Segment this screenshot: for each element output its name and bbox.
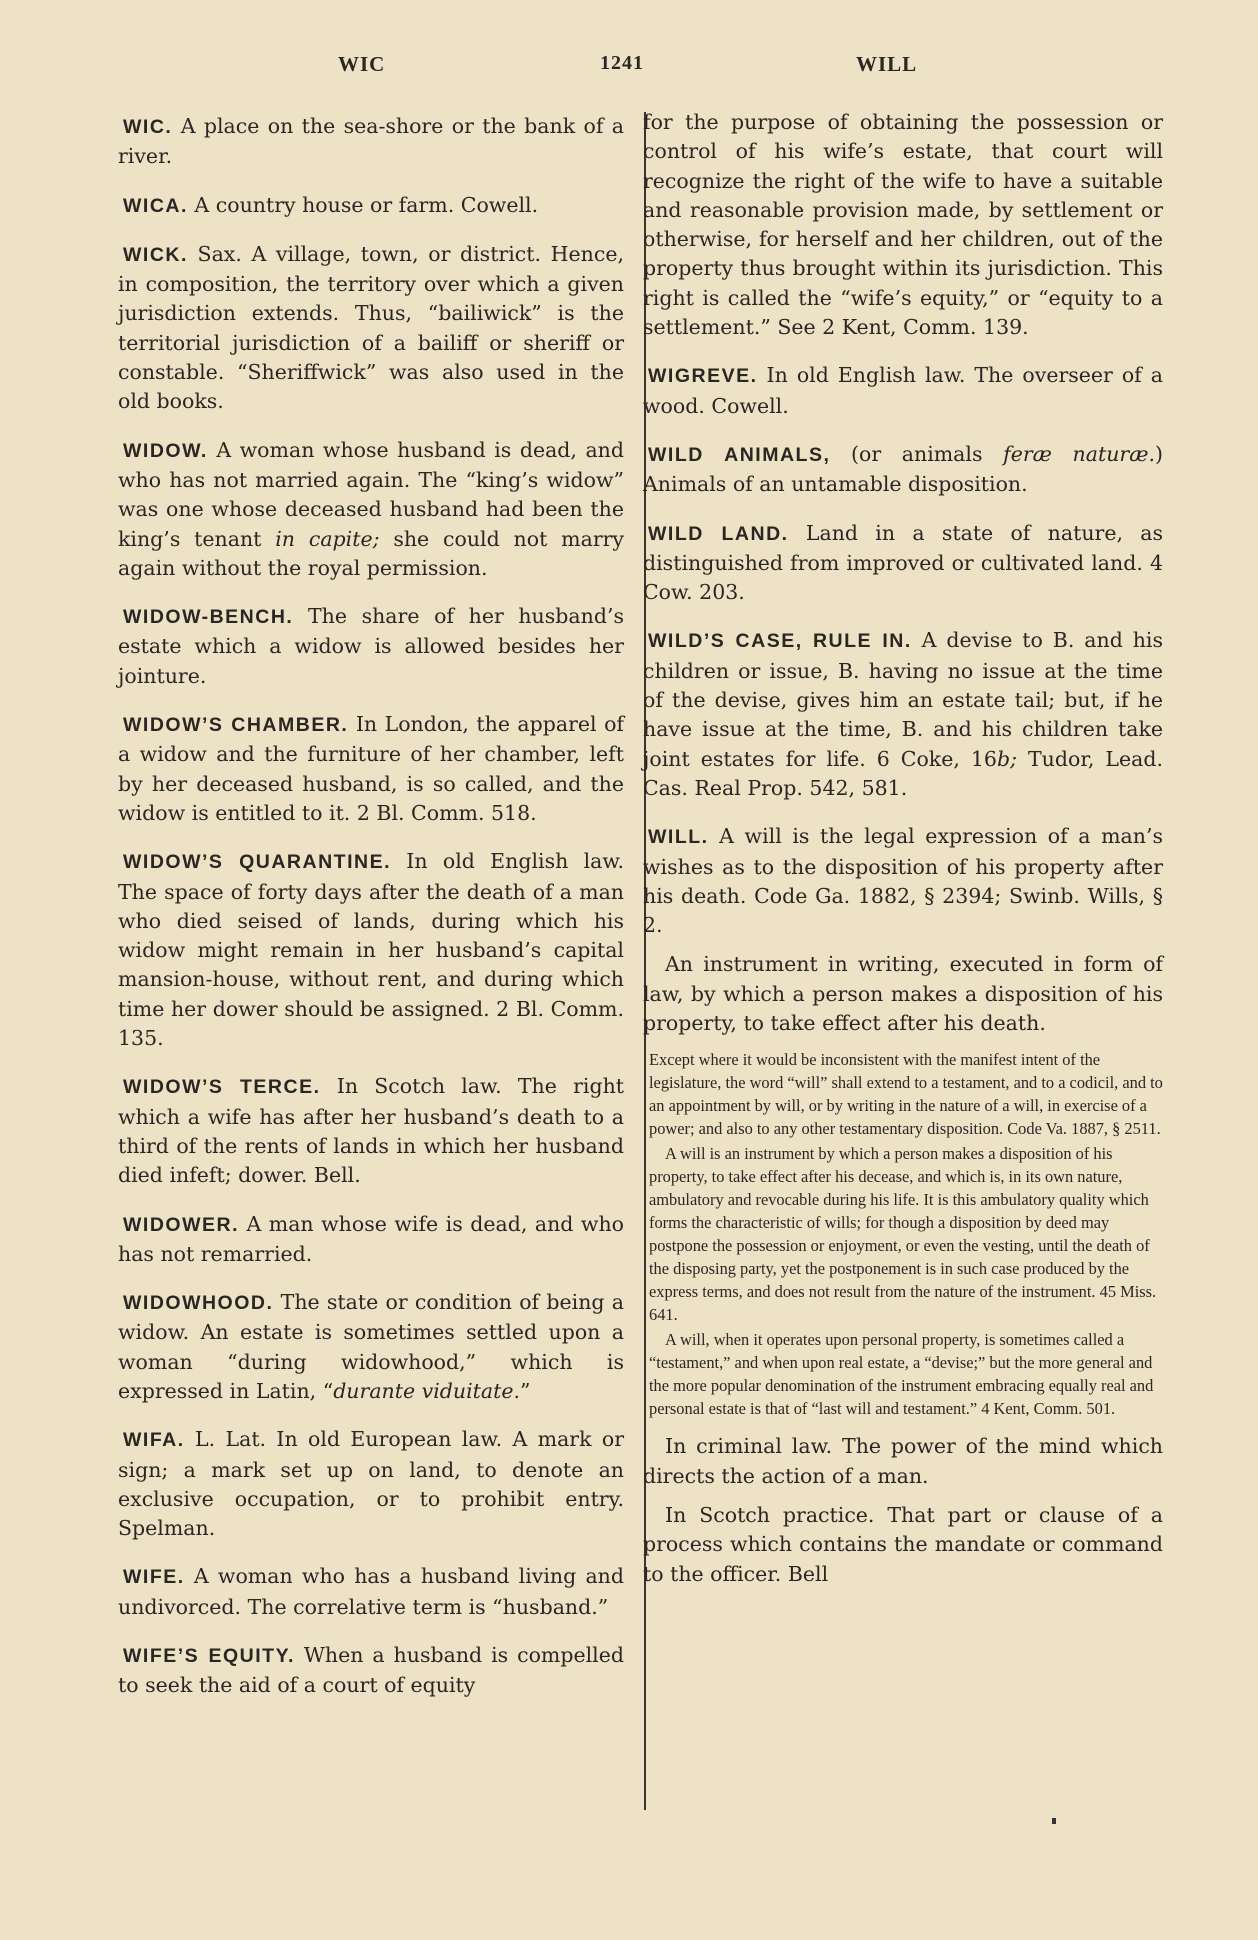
definition-text: ” <box>520 1378 531 1403</box>
definition-text: A woman who has a husband living and undivorced. The correlative term is “husband.” <box>118 1564 624 1619</box>
definition-text: The share of her husband’s estate which a widow is allowed besides her jointure. <box>118 604 624 688</box>
headword: WIDOWHOOD. <box>123 1292 274 1315</box>
dictionary-entry <box>643 361 1163 421</box>
definition-text: (or animals <box>830 441 1004 466</box>
headword: WIC. <box>123 116 173 138</box>
definition-text: In old English law. The space of forty days after the death of a man who died seised of lands, during which his widow might remain in her husband’s capital mansion-house, without rent, and during which time her dower should be assigned. 2 Bl. Comm. 135. <box>118 849 624 1051</box>
will-scotch-practice: In Scotch practice. That part or clause of a process which contains the mandate or command to the officer. Bell <box>643 1502 1163 1586</box>
headword: WILL. <box>648 826 709 849</box>
headword: WICK. <box>123 243 188 266</box>
dictionary-entry <box>643 626 1163 803</box>
headword: WILD’S CASE, RULE IN. <box>648 630 912 653</box>
dictionary-entry <box>643 519 1163 608</box>
dictionary-entry <box>118 1641 624 1701</box>
right-entries <box>643 361 1163 803</box>
definition-text: In London, the apparel of a widow and the furniture of her chamber, left by her deceased husband, is so called, and the widow is entitled to it. 2 Bl. Comm. 518. <box>118 712 625 825</box>
definition-text: A man whose wife is dead, and who has not remarried. <box>118 1211 624 1266</box>
headword: WIFE. <box>123 1566 185 1589</box>
dictionary-entry <box>118 1210 624 1270</box>
dictionary-entry <box>118 1425 624 1543</box>
headword: WILD LAND. <box>648 522 789 545</box>
definition-text: A woman whose husband is dead, and who has not married again. The “king’s widow” was one whose deceased husband had been the king’s tenant <box>118 437 624 551</box>
definition-text: A devise to B. and his children or issue, B. having no issue at the time of the devise, gives him an estate tail; but, if he have issue at the time, B. and his children take joint estates for life. 6 Coke, 16 <box>643 628 1163 771</box>
will-note-3: A will, when it operates upon personal property, is sometimes called a “testament,” and when upon real estate, a “devise;” but the more general and the more popular denomination of the instrument embracing equally real and personal estate is that of “last will and testament.” 4 Kent, Comm. 501. <box>649 1330 1154 1419</box>
will-criminal-law: In criminal law. The power of the mind which directs the action of a man. <box>643 1434 1163 1488</box>
dictionary-entry <box>118 1072 624 1190</box>
dictionary-entry <box>118 191 624 221</box>
definition-text: A place on the sea-shore or the bank of a river. <box>118 114 624 169</box>
left-column <box>118 112 624 1720</box>
dictionary-entry <box>118 240 624 417</box>
dictionary-entry <box>118 602 624 691</box>
dictionary-entry <box>118 1562 624 1622</box>
definition-text: Land in a state of nature, as distinguished from improved or cultivated land. 4 Cow. 203. <box>643 520 1164 605</box>
continuation-paragraph: for the purpose of obtaining the possession or control of his wife’s estate, that court will recognize the right of the wife to have a suitable and reasonable provision made, by settlement or otherwise, for herself and her children, out of the property thus brought within its jurisdiction. This right is called the “wife’s equity,” or “equity to a settlement.” See 2 Kent, Comm. 139. <box>643 110 1163 340</box>
will-paragraph-2: An instrument in writing, executed in form of law, by which a person makes a disposition of his property, to take effect after his death. <box>643 952 1163 1036</box>
definition-text: When a husband is compelled to seek the aid of a court of equity <box>118 1643 624 1698</box>
definition-text: Sax. A village, town, or district. Hence, in composition, the territory over which a given jurisdiction extends. Thus, “bailiwick” is the territorial jurisdiction of a bailiff or sheriff or constable. “Sheriffwick” was also used in the old books. <box>118 241 624 414</box>
italic-text: durante viduitate. <box>333 1378 520 1403</box>
headword: WIDOWER. <box>123 1213 239 1236</box>
entry-will <box>643 822 1163 940</box>
headword: WIDOW. <box>123 439 208 462</box>
running-head-right: WILL <box>856 52 918 76</box>
italic-text: feræ naturæ. <box>1003 441 1155 466</box>
definition-text: In old English law. The overseer of a wood. Cowell. <box>643 363 1163 418</box>
italic-text: in capite; <box>275 526 380 551</box>
definition-text: ) Animals of an untamable disposition. <box>643 441 1163 497</box>
headword: WIFA. <box>123 1429 185 1452</box>
headword: WIDOW-BENCH. <box>123 606 294 629</box>
headword: WIGREVE. <box>648 365 758 388</box>
dictionary-entry <box>118 1288 624 1406</box>
definition-text: L. Lat. In old European law. A mark or sign; a mark set up on land, to denote an exclusive occupation, or to prohibit entry. Spelman. <box>118 1427 624 1541</box>
definition-text: she could not marry again without the royal permission. <box>118 526 625 580</box>
running-head-left: WIC <box>338 52 386 76</box>
headword: WIDOW’S TERCE. <box>123 1076 321 1099</box>
definition-text: Tudor, Lead. Cas. Real Prop. 542, 581. <box>643 746 1163 800</box>
page-number: 1241 <box>600 52 644 74</box>
dictionary-entry <box>643 440 1163 500</box>
definition-text: A country house or farm. Cowell. <box>187 192 539 217</box>
definition-text: In Scotch law. The right which a wife has after her husband’s death to a third of the rents of lands in which her husband died infeft; dower. Bell. <box>118 1074 625 1188</box>
headword: WICA. <box>123 194 188 217</box>
headword: WILD ANIMALS, <box>648 443 831 466</box>
definition-text: The state or condition of being a widow. An estate is sometimes settled upon a woman “during widowhood,” which is expressed in Latin, “ <box>118 1290 624 1403</box>
headword: WIDOW’S CHAMBER. <box>123 714 349 737</box>
right-column <box>643 108 1163 1599</box>
will-note-1: Except where it would be inconsistent with the manifest intent of the legislature, the word “will” shall extend to a testament, and to a codicil, and to an appointment by will, or by writing in the nature of a will, in exercise of a power; and also to any other testamentary disposition. Code Va. 1887, § 2511. <box>649 1050 1163 1139</box>
ink-speck <box>1052 1818 1056 1824</box>
headword: WIDOW’S QUARANTINE. <box>123 851 391 874</box>
italic-text: b; <box>996 746 1017 771</box>
dictionary-entry <box>118 112 624 172</box>
will-note-2: A will is an instrument by which a person makes a disposition of his property, to take effect after his decease, and which is, in its own nature, ambulatory and revocable during his life. It is this ambulatory quality which forms the characteristic of wills; for though a disposition by deed may postpone the possession or enjoyment, or even the vesting, until the death of the disposing party, yet the postponement is in such case produced by the express terms, and does not result from the nature of the instrument. 45 Miss. 641. <box>649 1144 1157 1325</box>
headword: WIFE’S EQUITY. <box>123 1645 295 1668</box>
dictionary-entry <box>118 710 624 828</box>
dictionary-entry <box>118 436 624 583</box>
dictionary-entry <box>118 847 624 1053</box>
definition-text: A will is the legal expression of a man’s wishes as to the disposition of his property after his death. Code Ga. 1882, § 2394; Swinb. Wills, § 2. <box>643 824 1163 938</box>
